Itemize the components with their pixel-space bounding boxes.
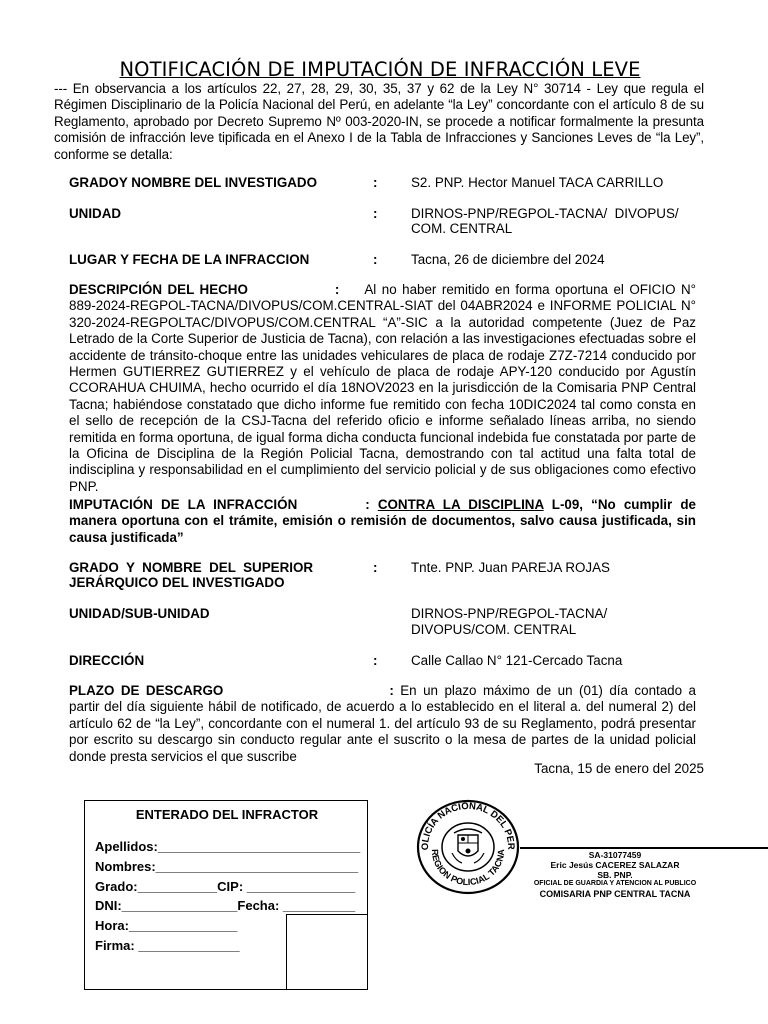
- direccion-value: Calle Callao N° 121-Cercado Tacna: [411, 653, 623, 668]
- superior-label-1: GRADO Y NOMBRE DEL SUPERIOR: [69, 560, 314, 575]
- descripcion-text: Al no haber remitido en forma oportuna el OFICIO N° 889-2024-REGPOL-TACNA/DIVOPUS/COM.CENTRAL-SIAT del 04ABR2024 e INFORME POLICIAL N° 320-2024-REGPOLTAC/DIVOPUS/COM.CENTRAL “A”-SIC a la autoridad competente (Juez de Paz Letrado de la Corte Superior de Justicia de Tacna), con relación a las investigaciones efectuadas sobre el accidente de tránsito-choque entre las unidades vehiculares de placa de rodaje Z7Z-7214 conducido por Hermen GUTIERREZ GUTIERREZ y el vehículo de placa de rodaje APY-120 conducido por Agustín CCORAHUA CHUIMA, hecho ocurrido el día 18NOV2023 en la jurisdicción de la Comisaria PNP Central Tacna; habiéndose constatado que dicho informe fue remitido con fecha 10DIC2024 tal como consta en el sello de recepción de la CSJ-Tacna del referido oficio e informe señalado líneas arriba, no siendo remitida en forma oportuna, de igual forma dicha conducta funcional indebida fue constatada por parte de la Oficina de Disciplina de la Región Policial Tacna, demostrando con tal actitud una falta total de indisciplina y responsabilidad en el cumplimiento del servicio policial y de sus obligaciones como efectivo PNP.: [69, 282, 697, 494]
- colon: :: [373, 175, 378, 190]
- infractor-box: [84, 800, 368, 990]
- descripcion-colon: :: [334, 282, 340, 297]
- imputacion-underlined: CONTRA LA DISCIPLINA: [377, 497, 544, 512]
- subunidad-value-line-1: DIRNOS-PNP/REGPOL-TACNA/: [411, 606, 608, 621]
- signature-position: OFICIAL DE GUARDIA Y ATENCION AL PUBLICO: [533, 880, 697, 887]
- imputacion-section: [69, 497, 696, 546]
- seal-top-text: OLICÍA NACIONAL DEL PER: [419, 800, 517, 851]
- crest-icon: [452, 829, 484, 863]
- intro-paragraph: --- En observancia a los artículos 22, 27, 28, 29, 30, 35, 37 y 62 de la Ley N° 30714 - Ley que regula el Régimen Disciplinario de la Policía Nacional del Perú, en adelante “la Ley” concordante con el artículo 8 de su Reglamento, aprobado por Decreto Supremo Nº 003-2020-IN, se procede a notificar formalmente la presunta comisión de infracción leve tipificada en el Anexo I de la Tabla de Infracciones y Sanciones Leves de “la Ley”, conforme se detalla:: [54, 81, 704, 162]
- dni-fecha-field: DNI:________________Fecha: __________: [95, 898, 356, 913]
- plazo-label: PLAZO DE DESCARGO: [69, 683, 224, 698]
- imputacion-colon: :: [365, 497, 370, 512]
- superior-value: Tnte. PNP. Juan PAREJA ROJAS: [411, 560, 610, 575]
- signature-rank: SB. PNP.: [597, 870, 633, 880]
- subunidad-value-line-2: DIVOPUS/COM. CENTRAL: [411, 622, 577, 637]
- colon: :: [373, 252, 378, 267]
- infractor-box-title: ENTERADO DEL INFRACTOR: [135, 807, 319, 822]
- signature-line: [520, 847, 768, 849]
- plazo-section: [69, 683, 696, 765]
- colon: :: [373, 206, 378, 221]
- unidad-value-line-1: DIRNOS-PNP/REGPOL-TACNA/ DIVOPUS/: [411, 206, 679, 221]
- svg-text:REGION POLICIAL TACNA: [430, 848, 506, 887]
- plazo-text: partir del día siguiente hábil de notificado, de acuerdo a lo establecido en el literal a. del numeral 2) del artículo 62 de “la Ley”, concordante con el numeral 1. del artículo 93 de su Reglamento, podrá presentar por escrito su descargo sin conducto regular ante el suscrito o la mesa de partes de la unidad policial donde presta servicios el que suscribe: [69, 699, 696, 764]
- grado-value: S2. PNP. Hector Manuel TACA CARRILLO: [411, 175, 664, 190]
- signature-cip: SA-31077459: [588, 850, 642, 860]
- nombres-field: Nombres:____________________________: [95, 859, 359, 874]
- direccion-label: DIRECCIÓN: [69, 653, 145, 668]
- lugar-value: Tacna, 26 de diciembre del 2024: [411, 252, 605, 267]
- hora-field: Hora:_______________: [95, 918, 238, 933]
- grado-cip-field: Grado:___________CIP: _______________: [95, 879, 356, 894]
- police-seal: [412, 795, 522, 898]
- unidad-label: UNIDAD: [69, 206, 122, 221]
- imputacion-rest: L-09, “No cumplir de manera oportuna con el trámite, emisión o remisión de documentos, salvo causa justificada, sin causa justificada”: [69, 497, 696, 545]
- unidad-value-line-2: COM. CENTRAL: [411, 221, 513, 236]
- descripcion-label: DESCRIPCIÓN DEL HECHO: [69, 282, 248, 297]
- colon: :: [373, 560, 378, 575]
- lugar-label: LUGAR Y FECHA DE LA INFRACCION: [69, 252, 310, 267]
- firma-field: Firma: ______________: [95, 938, 240, 953]
- seal-bottom-text: REGION POLICIAL TACNA: [429, 848, 507, 888]
- colon: :: [373, 653, 378, 668]
- document-date: Tacna, 15 de enero del 2025: [534, 761, 704, 776]
- document-title: NOTIFICACIÓN DE IMPUTACIÓN DE INFRACCIÓN LEVE: [119, 58, 641, 81]
- grado-label: GRADOY NOMBRE DEL INVESTIGADO: [69, 175, 318, 190]
- plazo-colon: :: [389, 683, 394, 698]
- signature-unit: COMISARIA PNP CENTRAL TACNA: [539, 889, 691, 899]
- imputacion-label: IMPUTACIÓN DE LA INFRACCIÓN: [69, 497, 298, 512]
- signature-name: Eric Jesús CACEREZ SALAZAR: [550, 860, 680, 870]
- subunidad-label: UNIDAD/SUB-UNIDAD: [69, 606, 210, 621]
- seal-graphic: [412, 795, 522, 895]
- descripcion-section: [69, 282, 696, 495]
- fingerprint-box: [286, 914, 368, 990]
- plazo-first-line: En un plazo máximo de un (01) día contado a: [393, 683, 696, 698]
- superior-label-2: JERÁRQUICO DEL INVESTIGADO: [69, 575, 285, 590]
- apellidos-field: Apellidos:____________________________: [95, 839, 361, 854]
